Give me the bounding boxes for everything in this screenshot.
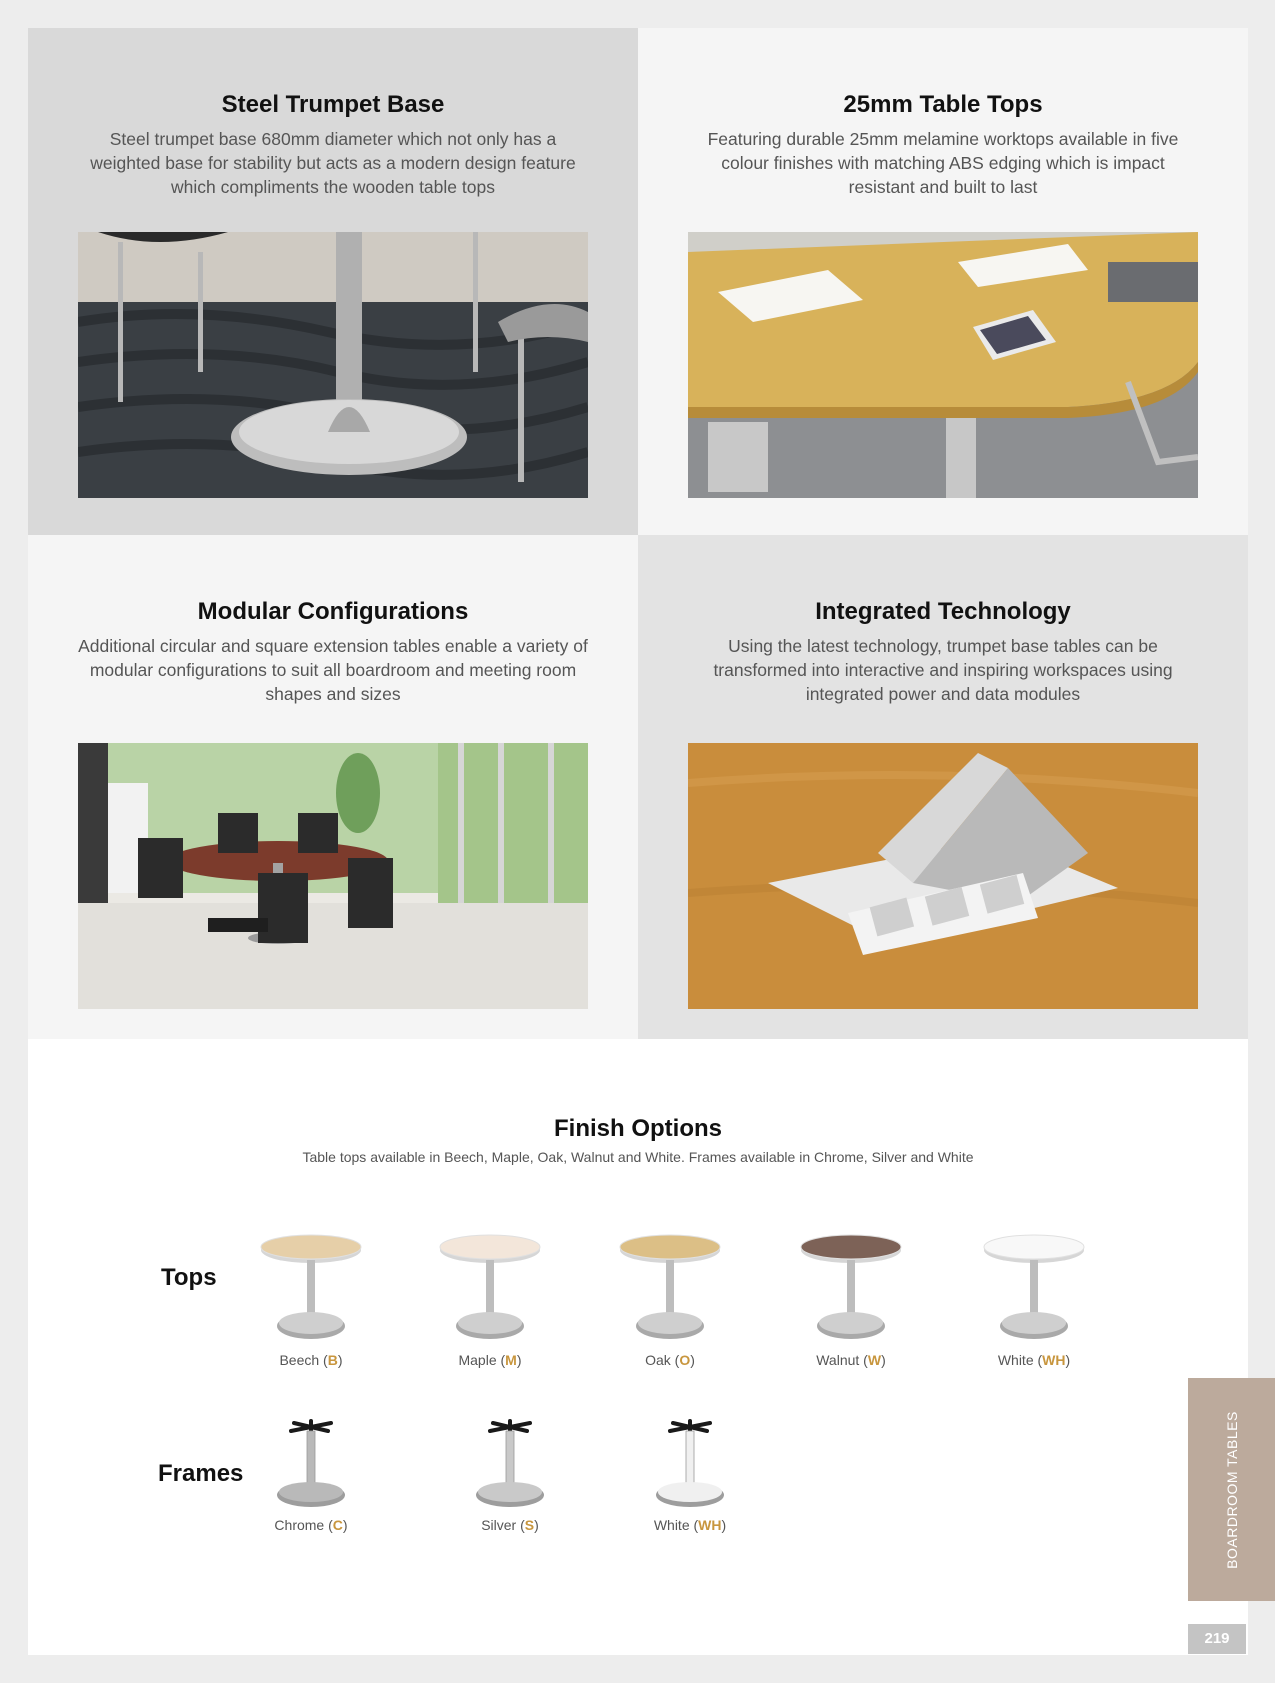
meeting-room-photo bbox=[78, 743, 588, 1009]
swatch-name: Maple bbox=[458, 1352, 497, 1368]
finish-title: Finish Options bbox=[554, 1115, 722, 1142]
swatch-close-paren: ) bbox=[534, 1517, 539, 1533]
table-top-swatch-icon bbox=[435, 1234, 545, 1344]
swatch-name: Beech bbox=[279, 1352, 320, 1368]
swatch-open-paren: ( bbox=[516, 1517, 525, 1533]
swatch-close-paren: ) bbox=[721, 1517, 727, 1533]
swatch-caption bbox=[251, 1517, 371, 1533]
swatch-close-paren: ) bbox=[516, 1352, 522, 1368]
finish-subtitle: Table tops available in Beech, Maple, Oak, Walnut and White. Frames available in Chrome, Silver and White bbox=[302, 1149, 974, 1165]
power-module-photo bbox=[688, 743, 1198, 1009]
swatch-open-paren: ( bbox=[324, 1517, 333, 1533]
swatch-caption bbox=[430, 1352, 550, 1368]
feature-title: 25mm Table Tops bbox=[843, 91, 1043, 118]
swatch-open-paren: ( bbox=[859, 1352, 868, 1368]
swatch-name: White bbox=[997, 1352, 1034, 1368]
swatch-open-paren: ( bbox=[496, 1352, 506, 1368]
table-top-swatch-icon bbox=[256, 1234, 366, 1344]
swatch-code: WH bbox=[1042, 1352, 1066, 1368]
feature-description: Steel trumpet base 680mm diameter which not only has a weighted base for stability but acts as a modern design feature which compliments the wooden table tops bbox=[90, 129, 576, 197]
swatch-caption bbox=[630, 1517, 750, 1533]
table-top-swatch-icon bbox=[979, 1234, 1089, 1344]
swatch-open-paren: ( bbox=[319, 1352, 328, 1368]
finish-swatch-beech bbox=[251, 1234, 371, 1368]
frame-swatch-chrome bbox=[251, 1419, 371, 1533]
swatch-open-paren: ( bbox=[689, 1517, 699, 1533]
feature-description: Additional circular and square extension tables enable a variety of modular configurations to suit all boardroom and meeting room shapes and sizes bbox=[78, 636, 588, 704]
swatch-name: Walnut bbox=[816, 1352, 860, 1368]
swatch-close-paren: ) bbox=[1065, 1352, 1071, 1368]
page-number: 219 bbox=[1188, 1624, 1246, 1654]
feature-description: Featuring durable 25mm melamine worktops available in five colour finishes with matching ABS edging which is impact resistant and built to last bbox=[707, 129, 1179, 197]
feature-description: Using the latest technology, trumpet base tables can be transformed into interactive and inspiring workspaces using integrated power and data modules bbox=[713, 636, 1173, 704]
feature-steel-trumpet-base bbox=[28, 28, 638, 535]
swatch-code: WH bbox=[698, 1517, 722, 1533]
frame-swatch-silver bbox=[450, 1419, 570, 1533]
frame-swatch-white bbox=[630, 1419, 750, 1533]
feature-title: Steel Trumpet Base bbox=[221, 91, 445, 118]
swatch-caption bbox=[791, 1352, 911, 1368]
swatch-open-paren: ( bbox=[670, 1352, 680, 1368]
feature-title: Integrated Technology bbox=[815, 598, 1071, 625]
swatch-close-paren: ) bbox=[337, 1352, 343, 1368]
swatch-caption bbox=[974, 1352, 1094, 1368]
table-top-swatch-icon bbox=[615, 1234, 725, 1344]
frame-swatch-icon bbox=[635, 1419, 745, 1509]
swatch-code: S bbox=[524, 1517, 535, 1533]
swatch-close-paren: ) bbox=[690, 1352, 695, 1368]
swatch-name: Silver bbox=[481, 1517, 517, 1533]
swatch-name: White bbox=[653, 1517, 690, 1533]
finish-swatch-maple bbox=[430, 1234, 550, 1368]
finish-options-section bbox=[28, 1039, 1248, 1655]
swatch-name: Oak bbox=[645, 1352, 671, 1368]
swatch-code: C bbox=[332, 1517, 343, 1533]
finish-swatch-oak bbox=[610, 1234, 730, 1368]
feature-integrated-technology bbox=[638, 535, 1248, 1039]
feature-modular-configurations bbox=[28, 535, 638, 1039]
swatch-caption bbox=[450, 1517, 570, 1533]
frames-label: Frames bbox=[158, 1460, 244, 1487]
swatch-close-paren: ) bbox=[342, 1517, 348, 1533]
section-side-tab bbox=[1188, 1378, 1275, 1601]
table-top-photo bbox=[688, 232, 1198, 498]
finish-swatch-white bbox=[974, 1234, 1094, 1368]
swatch-close-paren: ) bbox=[881, 1352, 886, 1368]
swatch-code: O bbox=[679, 1352, 691, 1368]
finish-swatch-walnut bbox=[791, 1234, 911, 1368]
table-top-swatch-icon bbox=[796, 1234, 906, 1344]
side-tab-label: BOARDROOM TABLES bbox=[1223, 1410, 1240, 1569]
feature-table-tops bbox=[638, 28, 1248, 535]
tops-label: Tops bbox=[161, 1264, 217, 1291]
swatch-code: M bbox=[505, 1352, 517, 1368]
feature-title: Modular Configurations bbox=[197, 598, 469, 625]
swatch-code: B bbox=[327, 1352, 338, 1368]
trumpet-base-photo bbox=[78, 232, 588, 498]
swatch-code: W bbox=[867, 1352, 882, 1368]
swatch-open-paren: ( bbox=[1033, 1352, 1043, 1368]
swatch-caption bbox=[610, 1352, 730, 1368]
frame-swatch-icon bbox=[455, 1419, 565, 1509]
swatch-caption bbox=[251, 1352, 371, 1368]
swatch-name: Chrome bbox=[274, 1517, 325, 1533]
frame-swatch-icon bbox=[256, 1419, 366, 1509]
